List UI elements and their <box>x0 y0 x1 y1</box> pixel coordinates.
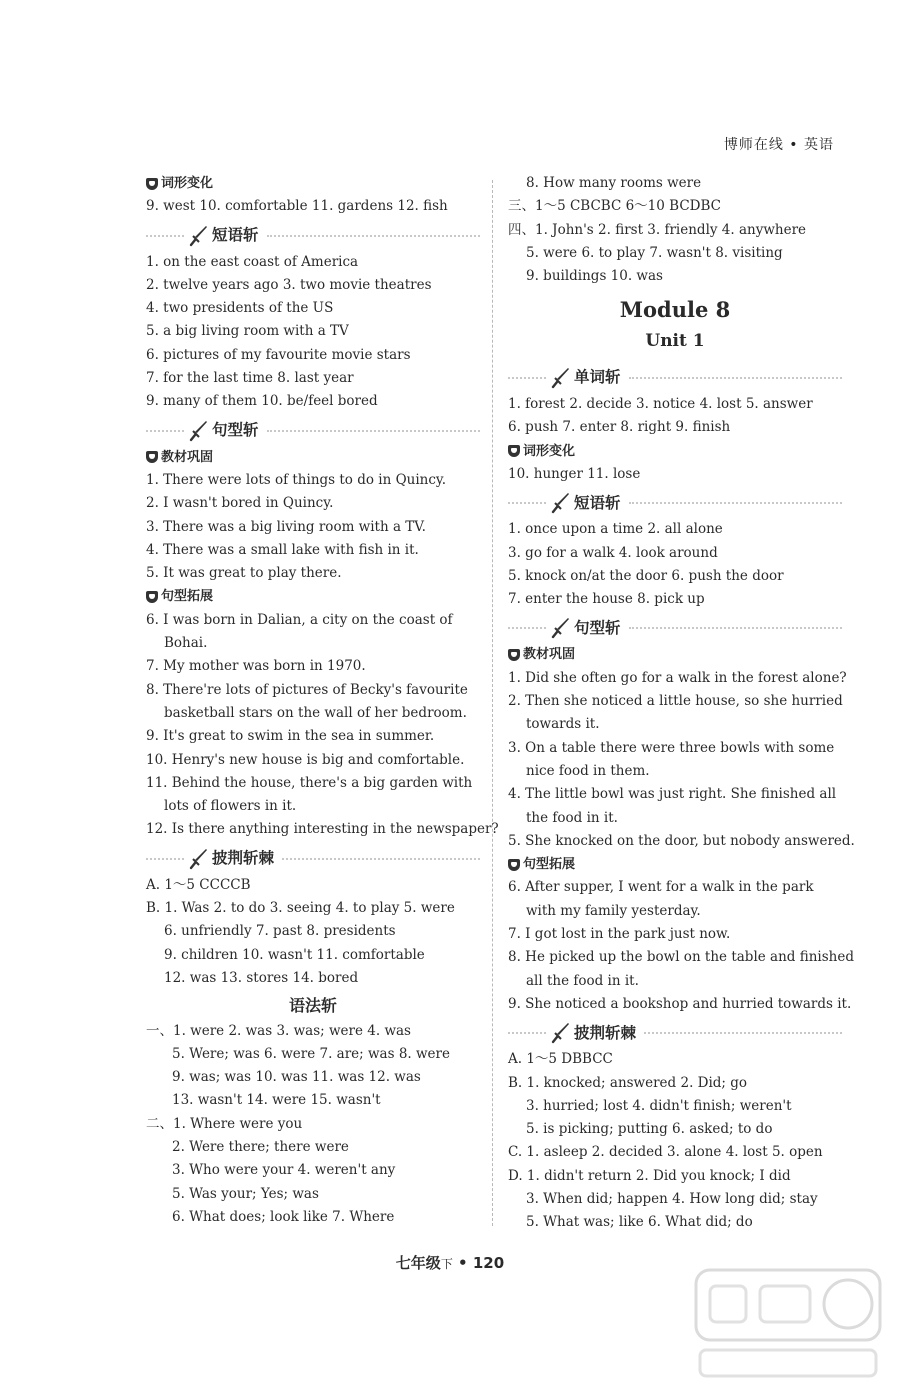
answer-line: towards it. <box>526 716 600 733</box>
answer-line: 三、1～5 CBCBC 6～10 BCDBC <box>508 198 721 215</box>
answer-line: 6. I was born in Dalian, a city on the coast of <box>146 611 453 628</box>
answer-line: 9. buildings 10. was <box>526 268 663 285</box>
answer-list <box>146 195 480 218</box>
answer-line: 2. Then she noticed a little house, so she hurried <box>508 693 843 710</box>
answer-line: 3. There was a big living room with a TV. <box>146 518 426 535</box>
answer-line: 3. Who were your 4. weren't any <box>172 1162 396 1179</box>
answer-line: 1. There were lots of things to do in Quincy. <box>146 471 447 488</box>
answer-line: 5. Was your; Yes; was <box>172 1185 319 1202</box>
answer-line: 9. many of them 10. be/feel bored <box>146 393 378 410</box>
shield-icon <box>508 445 520 457</box>
section-phrases: 短语斩 <box>508 488 842 518</box>
answer-line: 9. was; was 10. was 11. was 12. was <box>172 1069 421 1086</box>
answer-line: 3. go for a walk 4. look around <box>508 544 718 561</box>
sword-icon <box>550 492 572 514</box>
answer-line: 8. How many rooms were <box>526 175 702 191</box>
answer-line: 6. unfriendly 7. past 8. presidents <box>164 923 396 940</box>
unit-title: Unit 1 <box>645 330 705 351</box>
answer-line: 12. Is there anything interesting in the newspaper? <box>146 821 499 838</box>
shield-icon <box>508 649 520 661</box>
page-header: 博师在线 • 英语 <box>723 137 834 153</box>
answer-line: 5. knock on/at the door 6. push the door <box>508 567 784 584</box>
answer-line: 12. was 13. stores 14. bored <box>164 969 359 986</box>
answer-line: 3. On a table there were three bowls with some <box>508 739 835 756</box>
sword-icon <box>188 420 210 442</box>
subsection-word-forms: 词形变化 <box>146 172 480 195</box>
answer-line: 二、1. Where were you <box>146 1115 303 1132</box>
answer-line: Bohai. <box>164 635 208 652</box>
answer-line: 5. She knocked on the door, but nobody answered. <box>508 832 855 849</box>
answer-line: all the food in it. <box>526 972 639 989</box>
answer-line: 7. for the last time 8. last year <box>146 370 354 387</box>
section-practice: 披荆斩棘 <box>508 1018 842 1048</box>
answer-line: 一、1. were 2. was 3. was; were 4. was <box>146 1022 411 1039</box>
shield-icon <box>146 451 158 463</box>
answer-line: 3. When did; happen 4. How long did; stay <box>526 1190 818 1207</box>
answer-line: 3. hurried; lost 4. didn't finish; weren't <box>526 1097 792 1114</box>
module-title: Module 8 <box>619 297 731 323</box>
answer-line: 9. children 10. wasn't 11. comfortable <box>164 946 425 963</box>
answer-list <box>508 518 842 611</box>
answer-line: 1. on the east coast of America <box>146 253 359 270</box>
section-phrases: 短语斩 <box>146 221 480 251</box>
section-practice: 披荆斩棘 <box>146 844 480 874</box>
answer-line: A. 1～5 CCCCB <box>146 876 251 893</box>
answer-line: the food in it. <box>526 809 618 826</box>
answer-line: 4. The little bowl was just right. She finished all <box>508 786 837 803</box>
answer-list <box>146 251 480 414</box>
answer-line: 1. once upon a time 2. all alone <box>508 521 723 538</box>
section-sentences: 句型斩 <box>508 613 842 643</box>
column-divider <box>492 180 493 1226</box>
shield-icon <box>508 859 520 871</box>
answer-line: 4. There was a small lake with fish in it. <box>146 541 419 558</box>
answer-line: A. 1～5 DBBCC <box>508 1051 613 1068</box>
answer-list <box>146 1020 480 1230</box>
answer-line: 9. west 10. comfortable 11. gardens 12. fish <box>146 198 448 215</box>
sword-icon <box>550 1022 572 1044</box>
answer-line: 6. pictures of my favourite movie stars <box>146 346 411 363</box>
answer-line: 7. My mother was born in 1970. <box>146 658 366 675</box>
answer-line: 5. a big living room with a TV <box>146 323 349 340</box>
section-sentences: 句型斩 <box>146 416 480 446</box>
subsection-word-forms: 词形变化 <box>508 440 842 463</box>
answer-list <box>508 667 855 853</box>
section-words: 单词斩 <box>508 363 842 393</box>
answer-list <box>508 172 842 288</box>
answer-line: 5. Were; was 6. were 7. are; was 8. were <box>172 1045 450 1062</box>
shield-icon <box>146 591 158 603</box>
answer-line: 9. She noticed a bookshop and hurried towards it. <box>508 995 852 1012</box>
answer-line: 6. What does; look like 7. Where <box>172 1208 395 1225</box>
answer-line: 5. were 6. to play 7. wasn't 8. visiting <box>526 244 783 261</box>
shield-icon <box>146 178 158 190</box>
page-footer: 七年级下 • 120 <box>395 1254 505 1272</box>
answer-line: 13. wasn't 14. were 15. wasn't <box>172 1092 381 1109</box>
answer-line: nice food in them. <box>526 762 650 779</box>
answer-line: with my family yesterday. <box>526 902 701 919</box>
answer-line: 2. I wasn't bored in Quincy. <box>146 495 334 512</box>
answer-line: 2. Were there; there were <box>172 1138 349 1155</box>
watermark-logo <box>690 1262 886 1382</box>
answer-line: 四、1. John's 2. first 3. friendly 4. anywhere <box>508 221 807 238</box>
answer-list <box>146 469 480 585</box>
answer-list <box>508 876 854 1016</box>
answer-line: 5. is picking; putting 6. asked; to do <box>526 1121 773 1138</box>
sword-icon <box>188 225 210 247</box>
answer-line: 5. What was; like 6. What did; do <box>526 1214 753 1231</box>
answer-list <box>508 1048 842 1234</box>
answer-line: 5. It was great to play there. <box>146 565 342 582</box>
answer-line: 1. forest 2. decide 3. notice 4. lost 5. answer <box>508 396 813 413</box>
answer-list <box>508 393 842 440</box>
answer-line: B. 1. knocked; answered 2. Did; go <box>508 1074 748 1091</box>
subsection-extension: 句型拓展 <box>146 585 480 608</box>
answer-line: 8. He picked up the bowl on the table and finished <box>508 949 854 966</box>
answer-list <box>146 874 480 990</box>
answer-line: D. 1. didn't return 2. Did you knock; I did <box>508 1167 791 1184</box>
answer-line: 9. It's great to swim in the sea in summer. <box>146 728 435 745</box>
answer-line: 8. There're lots of pictures of Becky's favourite <box>146 681 468 698</box>
answer-list <box>146 609 499 842</box>
answer-line: 7. enter the house 8. pick up <box>508 591 705 608</box>
left-column <box>146 172 499 1229</box>
answer-line: 1. Did she often go for a walk in the forest alone? <box>508 669 847 686</box>
subsection-textbook: 教材巩固 <box>146 446 480 469</box>
answer-line: 11. Behind the house, there's a big garden with <box>146 774 473 791</box>
answer-line: 4. two presidents of the US <box>146 300 334 317</box>
answer-line: basketball stars on the wall of her bedroom. <box>164 704 467 721</box>
answer-line: 6. push 7. enter 8. right 9. finish <box>508 419 731 436</box>
answer-line: C. 1. asleep 2. decided 3. alone 4. lost 5. open <box>508 1144 823 1161</box>
subsection-textbook: 教材巩固 <box>508 643 842 666</box>
sword-icon <box>550 617 572 639</box>
page-number: 120 <box>472 1254 505 1272</box>
answer-line: 2. twelve years ago 3. two movie theatres <box>146 276 432 293</box>
right-column <box>508 172 855 1235</box>
subsection-extension: 句型拓展 <box>508 853 842 876</box>
answer-list <box>508 463 842 486</box>
answer-line: B. 1. Was 2. to do 3. seeing 4. to play 5. were <box>146 900 455 917</box>
answer-line: 10. Henry's new house is big and comfortable. <box>146 751 465 768</box>
answer-line: lots of flowers in it. <box>164 798 297 815</box>
answer-line: 7. I got lost in the park just now. <box>508 926 731 943</box>
sword-icon <box>550 367 572 389</box>
sword-icon <box>188 848 210 870</box>
answer-line: 10. hunger 11. lose <box>508 465 641 482</box>
section-grammar: 语法斩 <box>288 996 337 1016</box>
answer-line: 6. After supper, I went for a walk in the park <box>508 879 814 896</box>
